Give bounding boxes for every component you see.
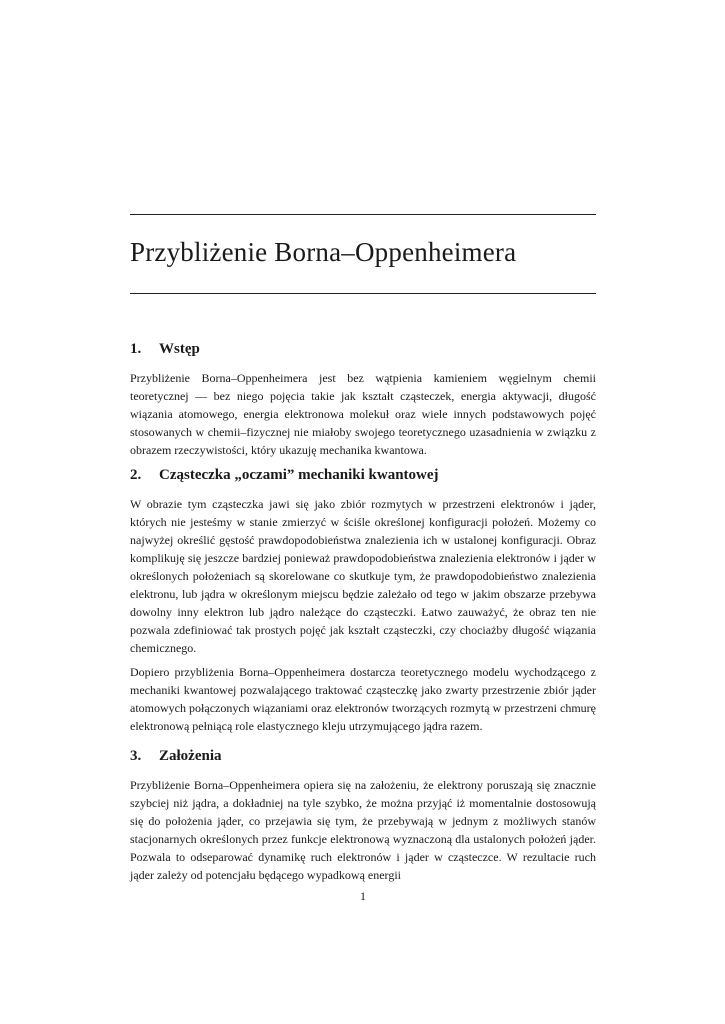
- section-heading: [130, 339, 596, 359]
- section-number: 3.: [130, 748, 142, 764]
- title-top-rule: [130, 214, 596, 215]
- section-title: Wstęp: [159, 341, 200, 357]
- paragraph: W obrazie tym cząsteczka jawi się jako zbiór rozmytych w przestrzeni elektronów i jąder, których nie jesteśmy w stanie zmierzyć w ściśle określonej konfiguracji położeń. Możemy co najwyżej określić gęstość prawdopodobieństwa znalezienia ich w ustalonej konfiguracji. Obraz komplikuję się jeszcze bardziej ponieważ prawdopodobieństwa znalezienia elektronów i jąder w określonych położeniach są skorelowane co skutkuje tym, że prawdopodobieństwo znalezienia elektronu, lub jądra w określonym miejscu będzie zależało od tego w jakim obszarze przebywa dowolny inny elektron lub jądro należące do cząsteczki. Łatwo zauważyć, że obraz ten nie pozwala zdefiniować tak prostych pojęć jak kształt cząsteczki, czy chociażby długość wiązania chemicznego.: [130, 497, 596, 655]
- section-number: 2.: [130, 467, 142, 483]
- title-bottom-rule: [130, 293, 596, 294]
- section-molecule-quantum-view: [130, 465, 596, 741]
- section-introduction: [130, 339, 596, 465]
- paragraph: Dopiero przybliżenia Borna–Oppenheimera dostarcza teoretycznego modelu wychodzącego z mechaniki kwantowej pozwalającego traktować cząsteczkę jako zwarty przestrzenie zbiór jąder atomowych połączonych wiązaniami oraz elektronów tworzących rozmytą w przestrzeni chmurę elektronową pełniącą role elastycznego kleju utrzymującego jądra razem.: [130, 665, 596, 733]
- section-heading: [130, 465, 596, 485]
- paragraph: Przybliżenie Borna–Oppenheimera jest bez wątpienia kamieniem węgielnym chemii teoretycznej — bez niego pojęcia takie jak kształt cząsteczek, energia aktywacji, długość wiązania atomowego, energia elektronowa molekuł oraz wiele innych podstawowych pojęć stosowanych w chemii–fizycznej nie miałoby swojego teoretycznego uzasadnienia w związku z obrazem rzeczywistości, który ukazuję mechanika kwantowa.: [130, 371, 596, 457]
- section-assumptions: [130, 746, 596, 890]
- section-title: Założenia: [159, 748, 222, 764]
- document-page: [130, 0, 596, 1024]
- section-title: Cząsteczka „oczami” mechaniki kwantowej: [159, 467, 439, 483]
- section-heading: [130, 746, 596, 766]
- document-title: Przybliżenie Borna–Oppenheimera: [130, 237, 517, 267]
- page-number: 1: [360, 889, 366, 903]
- paragraph: Przybliżenie Borna–Oppenheimera opiera się na założeniu, że elektrony poruszają się znacznie szybciej niż jądra, a dokładniej na tyle szybko, że można przyjąć iż momentalnie dostosowują się do położenia jąder, co przejawia się tym, że przebywają w jednym z możliwych stanów stacjonarnych określonych przez funkcje elektronową wyznaczoną dla ustalonych położeń jąder. Pozwala to odseparować dynamikę ruch elektronów i jąder w cząsteczce. W rezultacie ruch jąder zależy od potencjału będącego wypadkową energii: [130, 778, 596, 882]
- section-number: 1.: [130, 341, 142, 357]
